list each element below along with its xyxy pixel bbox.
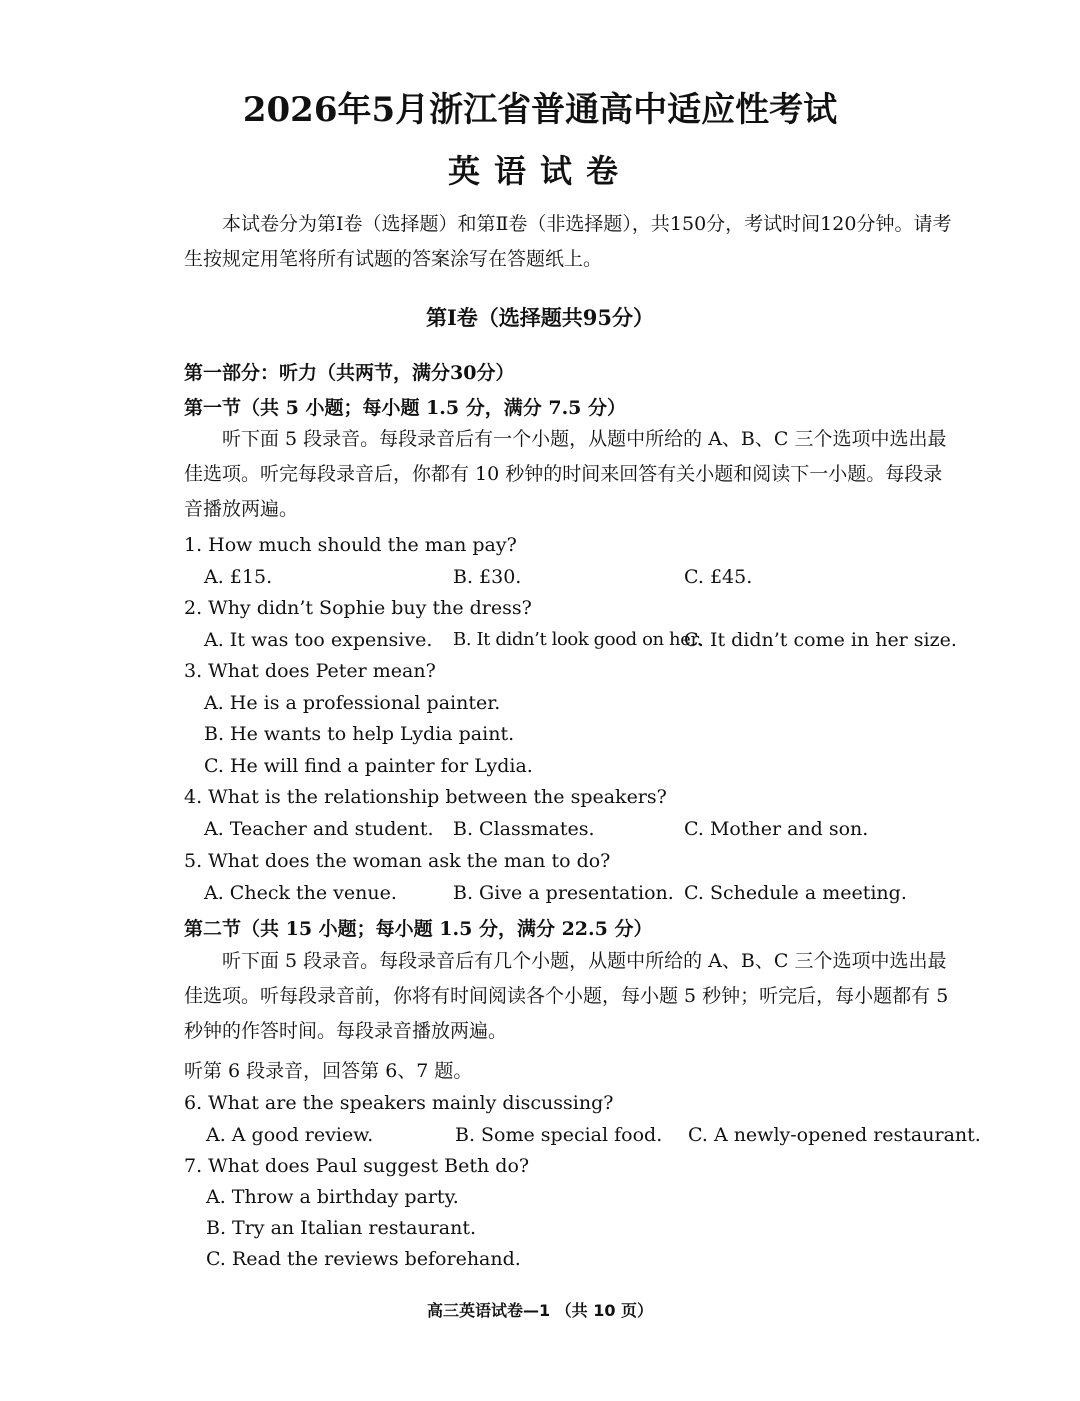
section-2-listen-6: 听第 6 段录音，回答第 6、7 题。 — [184, 1060, 473, 1082]
question-7: 7. What does Paul suggest Beth do? — [184, 1155, 530, 1177]
question-1-option-c: C. £45. — [684, 566, 753, 588]
volume-1-heading: 第Ⅰ卷（选择题共95分） — [425, 305, 655, 330]
question-7-option-c: C. Read the reviews beforehand. — [206, 1248, 521, 1270]
part-1-heading: 第一部分：听力（共两节，满分30分） — [184, 362, 515, 384]
question-1-option-a: A. £15. — [204, 566, 273, 588]
question-4-option-c: C. Mother and son. — [684, 818, 869, 840]
question-2-option-b: B. It didn’t look good on her. — [453, 629, 703, 650]
exam-title: 2026年5月浙江省普通高中适应性考试 — [242, 90, 838, 130]
page-footer: 高三英语试卷—1 （共 10 页） — [426, 1301, 654, 1320]
question-6-option-a: A. A good review. — [206, 1124, 374, 1146]
question-3-option-a: A. He is a professional painter. — [204, 692, 501, 714]
question-2-option-a: A. It was too expensive. — [204, 629, 433, 651]
section-1-instructions: 听下面 5 段录音。每段录音后有一个小题，从题中所给的 A、B、C 三个选项中选出最佳选项。听完每段录音后，你都有 10 秒钟的时间来回答有关小题和阅读下一小题。每段录音播放两遍。 — [184, 428, 947, 520]
question-1: 1. How much should the man pay? — [184, 534, 517, 556]
question-2: 2. Why didn’t Sophie buy the dress? — [184, 597, 532, 619]
exam-subtitle: 英语试卷 — [447, 152, 632, 190]
question-7-option-b: B. Try an Italian restaurant. — [206, 1217, 476, 1239]
question-5: 5. What does the woman ask the man to do? — [184, 850, 611, 872]
question-7-option-a: A. Throw a birthday party. — [206, 1186, 459, 1208]
question-5-option-a: A. Check the venue. — [204, 882, 397, 904]
question-3-option-c: C. He will find a painter for Lydia. — [204, 755, 533, 777]
question-5-option-c: C. Schedule a meeting. — [684, 882, 907, 904]
question-1-option-b: B. £30. — [453, 566, 522, 588]
section-1-heading: 第一节（共 5 小题；每小题 1.5 分，满分 7.5 分） — [184, 397, 627, 419]
question-3: 3. What does Peter mean? — [184, 660, 436, 682]
question-4: 4. What is the relationship between the speakers? — [184, 786, 667, 808]
exam-intro: 本试卷分为第Ⅰ卷（选择题）和第Ⅱ卷（非选择题），共150分，考试时间120分钟。请考生按规定用笔将所有试题的答案涂写在答题纸上。 — [184, 213, 952, 270]
question-6: 6. What are the speakers mainly discussing? — [184, 1092, 614, 1114]
question-3-option-b: B. He wants to help Lydia paint. — [204, 723, 515, 745]
question-4-option-a: A. Teacher and student. — [204, 818, 434, 840]
question-6-option-c: C. A newly-opened restaurant. — [688, 1124, 981, 1146]
section-2-heading: 第二节（共 15 小题；每小题 1.5 分，满分 22.5 分） — [184, 918, 653, 940]
question-4-option-b: B. Classmates. — [453, 818, 595, 840]
question-2-option-c: C. It didn’t come in her size. — [684, 629, 957, 651]
question-5-option-b: B. Give a presentation. — [453, 882, 674, 904]
question-6-option-b: B. Some special food. — [455, 1124, 663, 1146]
section-2-instructions: 听下面 5 段录音。每段录音后有几个小题，从题中所给的 A、B、C 三个选项中选出最佳选项。听每段录音前，你将有时间阅读各个小题，每小题 5 秒钟；听完后，每小题都有 5 秒钟的作答时间。每段录音播放两遍。 — [184, 950, 949, 1042]
